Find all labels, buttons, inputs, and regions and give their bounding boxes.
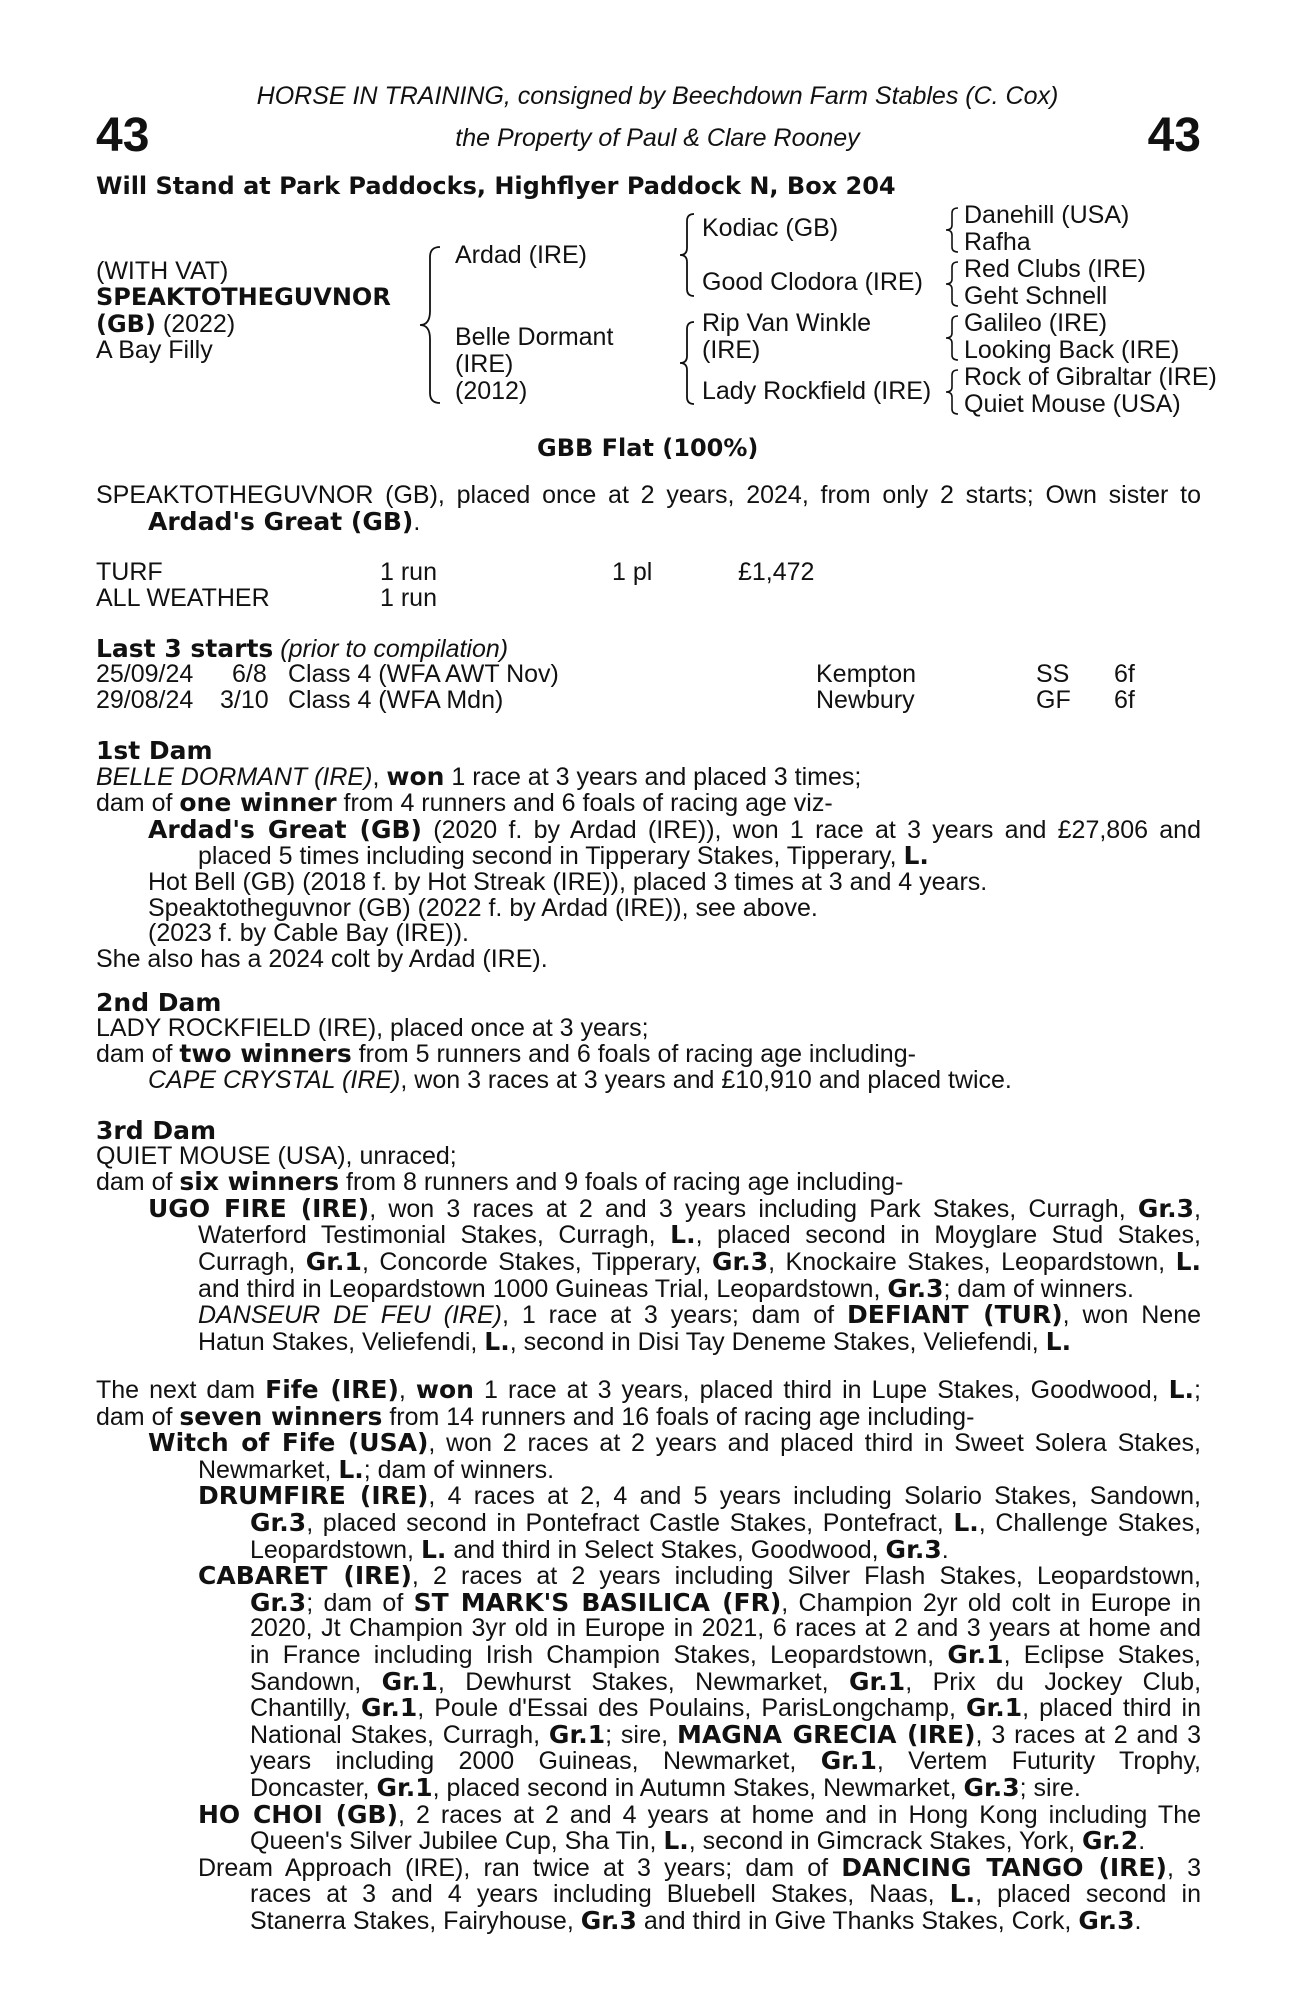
produce-ardads-great: Ardad's Great (GB) (2020 f. by Ardad (IRE)), won 1 race at 3 years and £27,806 and [148, 814, 1201, 844]
third-dam-heading: 3rd Dam [96, 1116, 216, 1145]
horse-country-year: (GB) (2022) [96, 310, 236, 338]
first-dam-line: BELLE DORMANT (IRE), won 1 race at 3 years and placed 3 times; [96, 761, 862, 791]
record-surface-turf: TURF [96, 558, 163, 586]
stand-location: Will Stand at Park Paddocks, Highflyer Paddock N, Box 204 [96, 172, 896, 200]
produce-witch-of-fife: Witch of Fife (USA), won 2 races at 2 years and placed third in Sweet Solera Stakes, [148, 1428, 1201, 1458]
produce-danseur-de-feu: DANSEUR DE FEU (IRE), 1 race at 3 years; dam of DEFIANT (TUR), won Nene [198, 1300, 1202, 1330]
property-line: the Property of Paul & Clare Rooney [455, 124, 860, 152]
start-position: 3/10 [220, 686, 269, 714]
first-dam-section [96, 738, 1201, 972]
produce-cabaret-cont: 2020, Jt Champion 3yr old in Europe in 2021, 6 races at 2 and 3 years at home and [250, 1614, 1201, 1643]
summary-line1: SPEAKTOTHEGUVNOR (GB), placed once at 2 years, 2024, from only 2 starts; Own sister to [96, 481, 1201, 509]
sire: Ardad (IRE) [455, 241, 587, 269]
sire-dam: Good Clodora (IRE) [702, 268, 923, 296]
brace-ss [944, 206, 960, 254]
produce-cabaret-cont: National Stakes, Curragh, Gr.1; sire, MAGNA GRECIA (IRE), 3 races at 2 and 3 [250, 1719, 1201, 1749]
produce-drumfire-cont: Gr.3, placed second in Pontefract Castle Stakes, Pontefract, L., Challenge Stakes, [250, 1507, 1202, 1537]
start-race: Class 4 (WFA AWT Nov) [288, 660, 559, 688]
produce-2024: She also has a 2024 colt by Ardad (IRE). [96, 944, 548, 973]
dam-line3: (2012) [455, 377, 528, 405]
horse-summary [96, 483, 1201, 535]
produce-ugo-fire-cont: and third in Leopardstown 1000 Guineas Trial, Leopardstown, Gr.3; dam of winners. [198, 1273, 1134, 1303]
start-going: SS [1036, 660, 1070, 688]
dam-brace [678, 320, 698, 406]
start-course: Kempton [816, 660, 917, 688]
start-date: 29/08/24 [96, 686, 194, 714]
produce-ugo-fire: UGO FIRE (IRE), won 3 races at 2 and 3 years including Park Stakes, Curragh, Gr.3, [148, 1193, 1201, 1223]
produce-cape-crystal: CAPE CRYSTAL (IRE), won 3 races at 3 years and £10,910 and placed twice. [148, 1065, 1012, 1094]
produce-dream-approach: Dream Approach (IRE), ran twice at 3 years; dam of DANCING TANGO (IRE), 3 [198, 1852, 1201, 1882]
second-dam-heading: 2nd Dam [96, 988, 222, 1017]
dam-dam-sire: Rock of Gibraltar (IRE) [964, 363, 1217, 391]
sire-brace [678, 212, 698, 298]
second-dam-section [96, 990, 1201, 1093]
produce-cabaret-cont: Sandown, Gr.1, Dewhurst Stakes, Newmarket, Gr.1, Prix du Jockey Club, [250, 1666, 1202, 1696]
dam-dam-dam: Quiet Mouse (USA) [964, 390, 1181, 418]
consignment-line: HORSE IN TRAINING, consigned by Beechdown Farm Stables (C. Cox) [256, 82, 1059, 110]
third-dam-line: QUIET MOUSE (USA), unraced; [96, 1141, 457, 1170]
record-surface-aw: ALL WEATHER [96, 584, 270, 612]
next-dam-line: The next dam Fife (IRE), won 1 race at 3 years, placed third in Lupe Stakes, Goodwood, L.; [96, 1375, 1201, 1404]
produce-drumfire-cont: Leopardstown, L. and third in Select Stakes, Goodwood, Gr.3. [250, 1534, 949, 1564]
produce-witch-of-fife-cont: Newmarket, L.; dam of winners. [198, 1454, 555, 1484]
dam-line2: (IRE) [455, 350, 514, 378]
horse-name: SPEAKTOTHEGUVNOR [96, 283, 391, 311]
start-race: Class 4 (WFA Mdn) [288, 686, 504, 714]
start-distance: 6f [1114, 686, 1135, 714]
dam-sire-line1: Rip Van Winkle [702, 309, 872, 337]
summary-line2: Ardad's Great (GB). [148, 506, 421, 536]
third-dam-section [96, 1118, 1201, 1355]
sire-sire-sire: Danehill (USA) [964, 201, 1130, 229]
dam-sire-sire: Galileo (IRE) [964, 309, 1108, 337]
produce-2023: (2023 f. by Cable Bay (IRE)). [148, 919, 469, 948]
next-dam-section [96, 1377, 1201, 1934]
pedigree-brace [418, 245, 448, 405]
dam-sire-line2: (IRE) [702, 336, 761, 364]
third-dam-produce: dam of six winners from 8 runners and 9 foals of racing age including- [96, 1167, 904, 1197]
vat-label: (WITH VAT) [96, 257, 229, 285]
last-starts-title: Last 3 starts (prior to compilation) [96, 634, 509, 663]
start-course: Newbury [816, 686, 915, 714]
second-dam-line: LADY ROCKFIELD (IRE), placed once at 3 years; [96, 1013, 649, 1042]
sire-sire-dam: Rafha [964, 228, 1031, 256]
brace-ds [944, 314, 960, 362]
start-position: 6/8 [232, 660, 267, 688]
brace-sd [944, 260, 960, 308]
produce-ho-choi-cont: Queen's Silver Jubilee Cup, Sha Tin, L., second in Gimcrack Stakes, York, Gr.2. [250, 1826, 1146, 1856]
sire-dam-dam: Geht Schnell [964, 282, 1108, 310]
produce-ugo-fire-cont: Waterford Testimonial Stakes, Curragh, L., placed second in Moyglare Stud Stakes, [198, 1220, 1201, 1250]
produce-cabaret-cont: in France including Irish Champion Stakes, Leopardstown, Gr.1, Eclipse Stakes, [250, 1639, 1202, 1669]
lot-number-right: 43 [1147, 109, 1201, 162]
produce-cabaret-cont: years including 2000 Guineas, Newmarket, Gr.1, Vertem Futurity Trophy, [250, 1746, 1201, 1776]
dam-dam: Lady Rockfield (IRE) [702, 377, 932, 405]
produce-dream-approach-cont: Stanerra Stakes, Fairyhouse, Gr.3 and third in Give Thanks Stakes, Cork, Gr.3. [250, 1905, 1142, 1935]
first-dam-heading: 1st Dam [96, 736, 213, 765]
first-dam-produce: dam of one winner from 4 runners and 6 foals of racing age viz- [96, 788, 833, 818]
start-going: GF [1036, 686, 1071, 714]
produce-dream-approach-cont: races at 3 and 4 years including Bluebell Stakes, Naas, L., placed second in [250, 1879, 1201, 1909]
produce-cabaret-cont: Chantilly, Gr.1, Poule d'Essai des Poulains, ParisLongchamp, Gr.1, placed third in [250, 1693, 1202, 1723]
record-prize-turf: £1,472 [738, 558, 815, 586]
record-runs-aw: 1 run [380, 584, 437, 612]
second-dam-produce: dam of two winners from 5 runners and 6 foals of racing age including- [96, 1039, 916, 1069]
horse-description: A Bay Filly [96, 336, 213, 364]
lot-number-left: 43 [96, 109, 150, 162]
dam-line1: Belle Dormant [455, 323, 614, 351]
next-dam-produce: dam of seven winners from 14 runners and 16 foals of racing age including- [96, 1401, 975, 1431]
produce-hot-bell: Hot Bell (GB) (2018 f. by Hot Streak (IRE)), placed 3 times at 3 and 4 years. [148, 867, 988, 896]
produce-ho-choi: HO CHOI (GB), 2 races at 2 and 4 years at home and in Hong Kong including The [198, 1799, 1201, 1829]
produce-ugo-fire-cont: Curragh, Gr.1, Concorde Stakes, Tipperary, Gr.3, Knockaire Stakes, Leopardstown, L. [198, 1246, 1202, 1276]
start-distance: 6f [1114, 660, 1135, 688]
produce-cabaret-cont: Doncaster, Gr.1, placed second in Autumn Stakes, Newmarket, Gr.3; sire. [250, 1772, 1081, 1802]
sire-dam-sire: Red Clubs (IRE) [964, 255, 1146, 283]
gbb-rating: GBB Flat (100%) [537, 434, 759, 462]
brace-dd [944, 368, 960, 416]
record-placed-turf: 1 pl [612, 558, 653, 586]
produce-ardads-great-cont: placed 5 times including second in Tipperary Stakes, Tipperary, L. [198, 841, 929, 871]
produce-cabaret-cont: Gr.3; dam of ST MARK'S BASILICA (FR), Champion 2yr old colt in Europe in [250, 1587, 1202, 1617]
start-date: 25/09/24 [96, 660, 194, 688]
dam-sire-dam: Looking Back (IRE) [964, 336, 1180, 364]
record-runs-turf: 1 run [380, 558, 437, 586]
produce-cabaret: CABARET (IRE), 2 races at 2 years including Silver Flash Stakes, Leopardstown, [198, 1561, 1201, 1591]
produce-danseur-de-feu-cont: Hatun Stakes, Veliefendi, L., second in Disi Tay Deneme Stakes, Veliefendi, L. [198, 1326, 1072, 1356]
sire-sire: Kodiac (GB) [702, 214, 839, 242]
produce-drumfire: DRUMFIRE (IRE), 4 races at 2, 4 and 5 years including Solario Stakes, Sandown, [198, 1481, 1201, 1511]
produce-speaktotheguvnor: Speaktotheguvnor (GB) (2022 f. by Ardad (IRE)), see above. [148, 893, 818, 922]
